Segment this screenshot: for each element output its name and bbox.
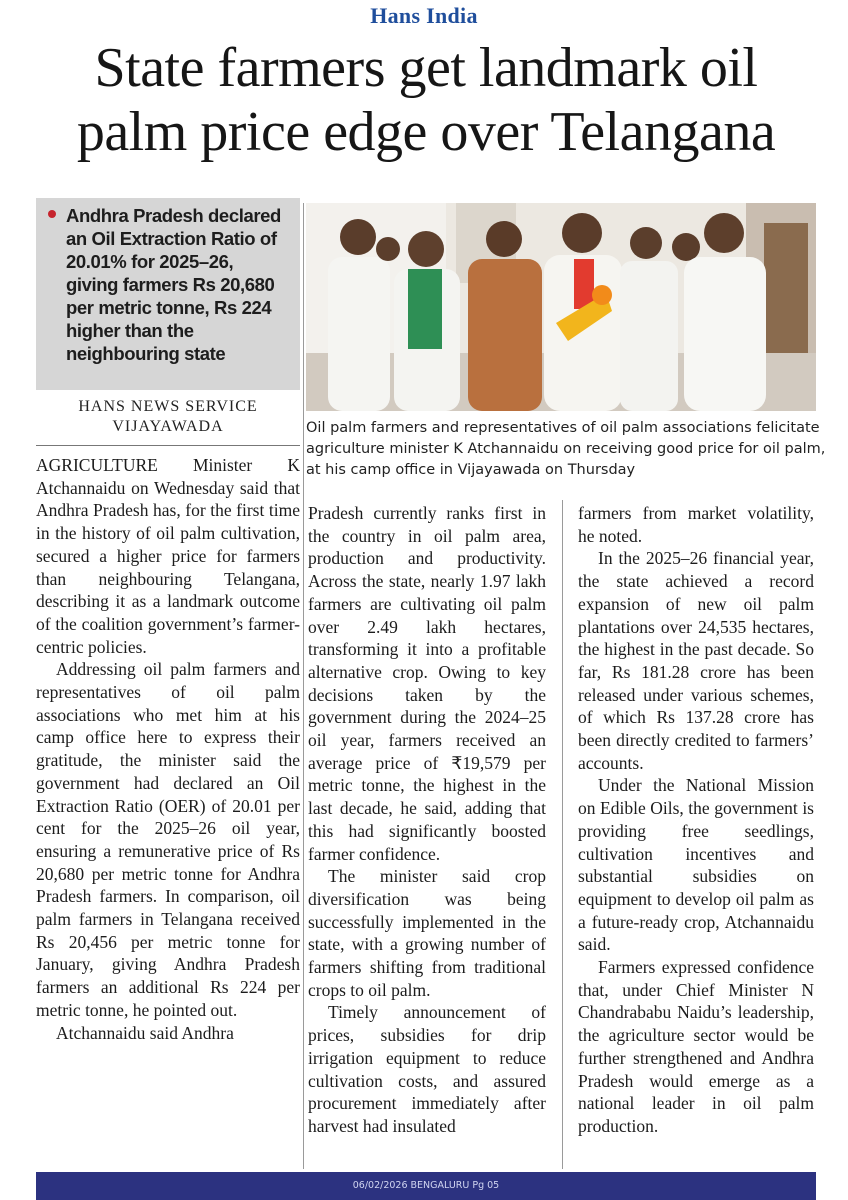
publication-logo: Hans India [370, 3, 478, 28]
paragraph: Under the National Mission on Edible Oils, the government is providing free seedlings, cultivation incentives and substantial subsidies on equipment to develop oil palm as a future-ready crop, Atchannaidu said. [578, 775, 814, 955]
paragraph: farmers from market volatility, he noted. [578, 503, 814, 546]
paragraph: Timely announcement of prices, subsidies for drip irrigation equipment to reduce cultivation costs, and assured procurement immediately after harvest had insulated [308, 1002, 546, 1136]
byline-divider [36, 445, 300, 446]
masthead [0, 0, 848, 32]
paragraph: Atchannaidu said Andhra [56, 1022, 234, 1043]
column-divider [303, 203, 304, 1169]
article-column-3 [578, 502, 814, 1138]
paragraph: Addressing oil palm farmers and representatives of oil palm associations who met him at his camp office here to express their gratitude, the minister said the government had declared an Oil Extraction Ratio (OER) of 20.01 per cent for the 2025–26 oil year, ensuring a remunerative price of Rs 20,680 per metric tonne for Andhra Pradesh farmers. In comparison, oil palm farmers in Telangana received Rs 20,456 per metric tonne for January, giving Andhra Pradesh farmers an additional Rs 224 per metric tonne, he pointed out. [36, 659, 300, 1020]
article-column-2 [308, 502, 546, 1138]
footer-dateline: 06/02/2026 BENGALURU Pg 05 [352, 1180, 500, 1191]
footer-bar [36, 1172, 816, 1200]
photo-caption: Oil palm farmers and representatives of oil palm associations felicitate agriculture minister K Atchannaidu on receiving good price for oil palm, at his camp office in Vijayawada on Thursday [306, 420, 826, 478]
column-divider [562, 500, 563, 1169]
paragraph: The minister said crop diversification was being successfully implemented in the state, with a growing number of farmers shifting from traditional crops to oil palm. [308, 866, 546, 1000]
highlight-box [36, 198, 300, 390]
byline-place: VIJAYAWADA [112, 418, 224, 435]
news-photo [306, 203, 816, 411]
highlight-text: Andhra Pradesh declared an Oil Extraction Ratio of 20.01% for 2025–26, giving farmers Rs 20,680 per metric tonne, Rs 224 higher than the neighbouring state [66, 205, 281, 364]
byline [36, 397, 300, 437]
paragraph: In the 2025–26 financial year, the state achieved a record expansion of new oil palm plantations over 24,535 hectares, the highest in the past decade. So far, Rs 181.28 crore has been released under various schemes, of which Rs 137.28 crore has been directly credited to farmers’ accounts. [578, 548, 814, 773]
paragraph: Pradesh currently ranks first in the country in oil palm area, production and productivity. Across the state, nearly 1.97 lakh farmers are cultivating oil palm over 2.49 lakh hectares, transforming it into a profitable alternative crop. Owing to key decisions taken by the government during the 2024–25 oil year, farmers received an average price of ₹19,579 per metric tonne, the highest in the last decade, he said, adding that this had significantly boosted farmer confidence. [308, 503, 546, 864]
paragraph: Farmers expressed confidence that, under Chief Minister N Chandrababu Naidu’s leadership, the agriculture sector would be further strengthened and Andhra Pradesh would emerge as a national leader in oil palm production. [578, 957, 814, 1136]
byline-agency: HANS NEWS SERVICE [78, 398, 258, 415]
headline: State farmers get landmark oil palm price edge over Telangana [76, 37, 776, 163]
paragraph: AGRICULTURE Minister K Atchannaidu on Wednesday said that Andhra Pradesh has, for the first time in the history of oil palm cultivation, secured a higher price for farmers than neighbouring Telangana, describing it as a landmark outcome of the coalition government’s farmer-centric policies. [36, 455, 300, 657]
article-column-1 [36, 454, 300, 1044]
bullet-icon [48, 210, 56, 218]
